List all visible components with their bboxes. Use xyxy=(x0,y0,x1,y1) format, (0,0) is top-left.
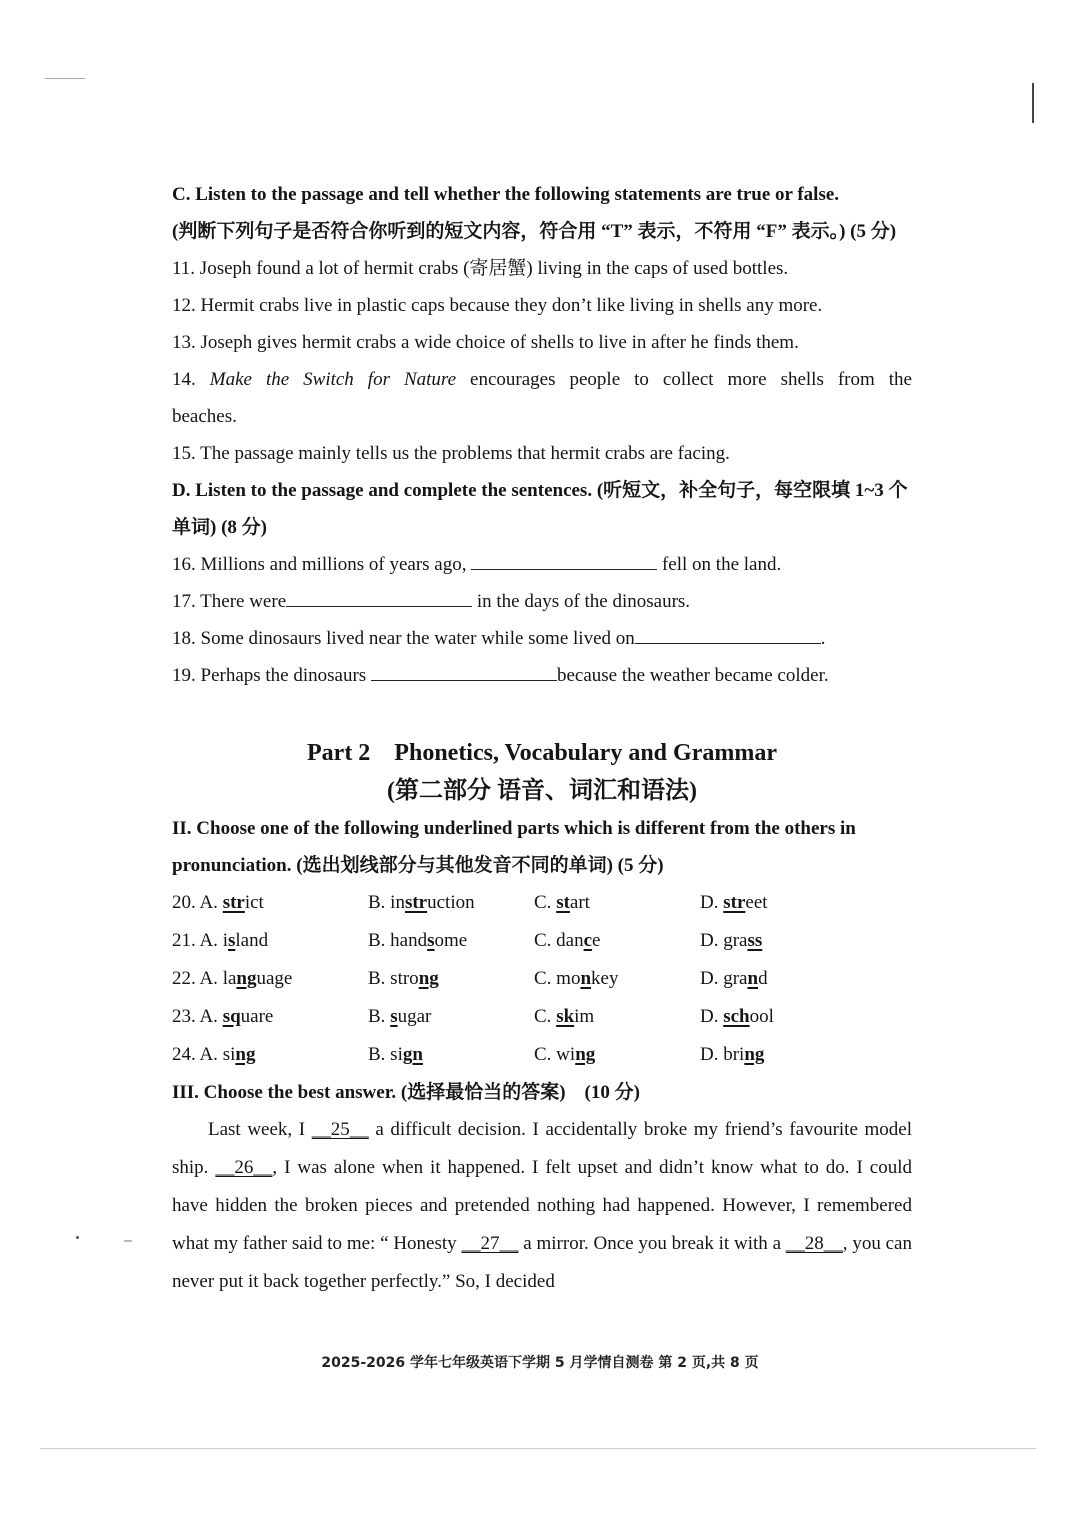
page-content xyxy=(172,176,912,1301)
option-d[interactable] xyxy=(700,960,900,998)
word-part: land xyxy=(235,930,269,951)
question-text: 17. There were xyxy=(172,591,287,612)
question-16 xyxy=(172,546,912,583)
question-text: 18. Some dinosaurs lived near the water while some lived on xyxy=(172,628,635,649)
word-part: C. xyxy=(534,1006,557,1027)
underlined-part: ng xyxy=(575,1044,596,1065)
question-text: in the days of the dinosaurs. xyxy=(476,591,691,612)
word-part: eet xyxy=(745,892,768,913)
question-17 xyxy=(172,583,912,620)
cloze-gap[interactable]: __25__ xyxy=(311,1119,369,1140)
option-a[interactable] xyxy=(172,998,368,1036)
option-a[interactable] xyxy=(172,884,368,922)
word-part: uction xyxy=(427,892,475,913)
underlined-part: str xyxy=(723,892,746,913)
option-b[interactable] xyxy=(368,998,534,1036)
underlined-part: s xyxy=(390,1006,398,1027)
underlined-part: s xyxy=(227,930,236,951)
option-c[interactable] xyxy=(534,998,700,1036)
answer-blank[interactable] xyxy=(371,679,557,681)
cloze-gap[interactable]: __28__ xyxy=(785,1233,843,1254)
word-part: D. gra xyxy=(700,930,748,951)
question-18 xyxy=(172,620,912,657)
word-part: C. wi xyxy=(534,1044,576,1065)
option-c[interactable] xyxy=(534,884,700,922)
underlined-part: sch xyxy=(723,1006,750,1027)
question-text: fell on the land. xyxy=(661,554,782,575)
underlined-part: c xyxy=(583,930,593,951)
word-part: B. xyxy=(368,1006,391,1027)
section-c-instruction: (判断下列句子是否符合你听到的短文内容，符合用 “T” 表示，不符用 “F” 表示。) (5 分) xyxy=(172,221,897,242)
word-part: si xyxy=(222,1044,236,1065)
section-c-item: 13. Joseph gives hermit crabs a wide choice of shells to live in after he finds them. xyxy=(172,332,799,353)
word-part: uage xyxy=(256,968,293,989)
option-row xyxy=(172,998,912,1036)
word-part: key xyxy=(591,968,619,989)
word-part: D. xyxy=(700,892,724,913)
word-part: ugar xyxy=(397,1006,432,1027)
section-c-item: 12. Hermit crabs live in plastic caps because they don’t like living in shells any more. xyxy=(172,295,823,316)
passage-text: Last week, I xyxy=(208,1119,312,1140)
underlined-part: n xyxy=(580,968,592,989)
option-d[interactable] xyxy=(700,922,900,960)
part2-subtitle: (第二部分 语音、词汇和语法) xyxy=(387,778,697,804)
option-c[interactable] xyxy=(534,922,700,960)
option-d[interactable] xyxy=(700,998,900,1036)
word-part: B. hand xyxy=(368,930,428,951)
question-number: 22. A. xyxy=(172,968,223,989)
answer-blank[interactable] xyxy=(471,568,657,570)
item-number: 14. xyxy=(172,369,196,390)
question-text: 16. Millions and millions of years ago, xyxy=(172,554,467,575)
underlined-part: ng xyxy=(235,1044,256,1065)
option-row xyxy=(172,922,912,960)
option-d[interactable] xyxy=(700,1036,900,1074)
bottom-rule xyxy=(40,1448,1036,1449)
option-a[interactable] xyxy=(172,1036,368,1074)
option-a[interactable] xyxy=(172,960,368,998)
question-number: 20. A. xyxy=(172,892,223,913)
word-part: B. stro xyxy=(368,968,419,989)
scan-dot xyxy=(124,1240,132,1242)
section-ii-heading: II. Choose one of the following underlined parts which is different from the others in pronunciation. (选出划线部分与其他发音不同的单词) (5 分) xyxy=(172,818,856,876)
word-part: ool xyxy=(749,1006,774,1027)
word-part: D. bri xyxy=(700,1044,745,1065)
word-part: ict xyxy=(244,892,264,913)
pronunciation-options xyxy=(172,884,912,1074)
section-c-items xyxy=(172,250,912,361)
question-text: because the weather became colder. xyxy=(556,665,829,686)
word-part: la xyxy=(222,968,237,989)
word-part: B. in xyxy=(368,892,405,913)
passage-text: a difficult decision. I accidentally broke my friend’s favourite model ship. xyxy=(172,1119,912,1178)
word-part: uare xyxy=(240,1006,274,1027)
underlined-part: ng xyxy=(236,968,257,989)
page-footer: 2025-2026 学年七年级英语下学期 5 月学情自测卷 第 2 页,共 8 页 xyxy=(321,1355,759,1371)
option-b[interactable] xyxy=(368,922,534,960)
section-c-item-15: 15. The passage mainly tells us the problems that hermit crabs are facing. xyxy=(172,443,730,464)
word-part: D. xyxy=(700,1006,724,1027)
scan-mark-top xyxy=(45,78,85,79)
word-part: e xyxy=(592,930,601,951)
section-c-item: 11. Joseph found a lot of hermit crabs (寄居蟹) living in the caps of used bottles. xyxy=(172,258,789,279)
question-number: 23. A. xyxy=(172,1006,223,1027)
part2-title: Part 2 Phonetics, Vocabulary and Grammar xyxy=(307,740,777,766)
scan-dot xyxy=(76,1236,79,1239)
word-part: art xyxy=(569,892,590,913)
passage-text: , you can never put it back together perfectly.” So, I decided xyxy=(172,1233,912,1292)
underlined-part: ng xyxy=(418,968,439,989)
word-part: C. xyxy=(534,892,557,913)
underlined-part: s xyxy=(427,930,435,951)
question-text: 19. Perhaps the dinosaurs xyxy=(172,665,367,686)
word-part: i xyxy=(222,930,228,951)
word-part: C. dan xyxy=(534,930,584,951)
question-number: 24. A. xyxy=(172,1044,223,1065)
underlined-part: ss xyxy=(747,930,763,951)
question-19 xyxy=(172,657,912,694)
word-part: D. gra xyxy=(700,968,748,989)
option-c[interactable] xyxy=(534,960,700,998)
item-text: encourages people to collect more shells from the xyxy=(470,369,912,390)
underlined-part: str xyxy=(404,892,428,913)
option-row xyxy=(172,1036,912,1074)
answer-blank[interactable] xyxy=(635,642,821,644)
passage-text: , I was alone when it happened. I felt upset and didn’t know what to do. I could have hidden the broken pieces and pretended nothing had happened. However, I remembered what my father said to me: “ Honesty xyxy=(172,1157,912,1254)
word-part: B. si xyxy=(368,1044,403,1065)
underlined-part: str xyxy=(222,892,245,913)
section-c-item-14 xyxy=(172,361,912,398)
underlined-part: n xyxy=(747,968,759,989)
cloze-gap[interactable]: __26__ xyxy=(215,1157,273,1178)
option-b[interactable] xyxy=(368,884,534,922)
option-row xyxy=(172,960,912,998)
question-text: . xyxy=(820,628,826,649)
word-part: im xyxy=(574,1006,595,1027)
question-number: 21. A. xyxy=(172,930,223,951)
word-part: d xyxy=(758,968,768,989)
campaign-name: Make the Switch for Nature xyxy=(209,369,457,390)
underlined-part: sk xyxy=(556,1006,575,1027)
section-iii-heading: III. Choose the best answer. (选择最恰当的答案) (10 分) xyxy=(172,1082,640,1103)
underlined-part: ng xyxy=(744,1044,765,1065)
option-c[interactable] xyxy=(534,1036,700,1074)
option-d[interactable] xyxy=(700,884,900,922)
passage-text: a mirror. Once you break it with a xyxy=(518,1233,786,1254)
word-part: ome xyxy=(434,930,468,951)
underlined-part: st xyxy=(556,892,570,913)
underlined-part: sq xyxy=(222,1006,241,1027)
option-a[interactable] xyxy=(172,922,368,960)
cloze-passage xyxy=(172,1111,912,1301)
section-d-heading: D. Listen to the passage and complete the sentences. (听短文，补全句子，每空限填 1~3 个单词) (8 分) xyxy=(172,480,908,538)
option-b[interactable] xyxy=(368,1036,534,1074)
word-part: C. mo xyxy=(534,968,581,989)
scan-mark-right xyxy=(1032,83,1034,123)
answer-blank[interactable] xyxy=(286,605,472,607)
section-c-item-14-cont: beaches. xyxy=(172,406,237,427)
section-c-heading: C. Listen to the passage and tell whether the following statements are true or false. xyxy=(172,184,840,205)
option-row xyxy=(172,884,912,922)
cloze-paragraph xyxy=(172,1111,912,1301)
option-b[interactable] xyxy=(368,960,534,998)
cloze-gap[interactable]: __27__ xyxy=(461,1233,519,1254)
underlined-part: gn xyxy=(402,1044,423,1065)
